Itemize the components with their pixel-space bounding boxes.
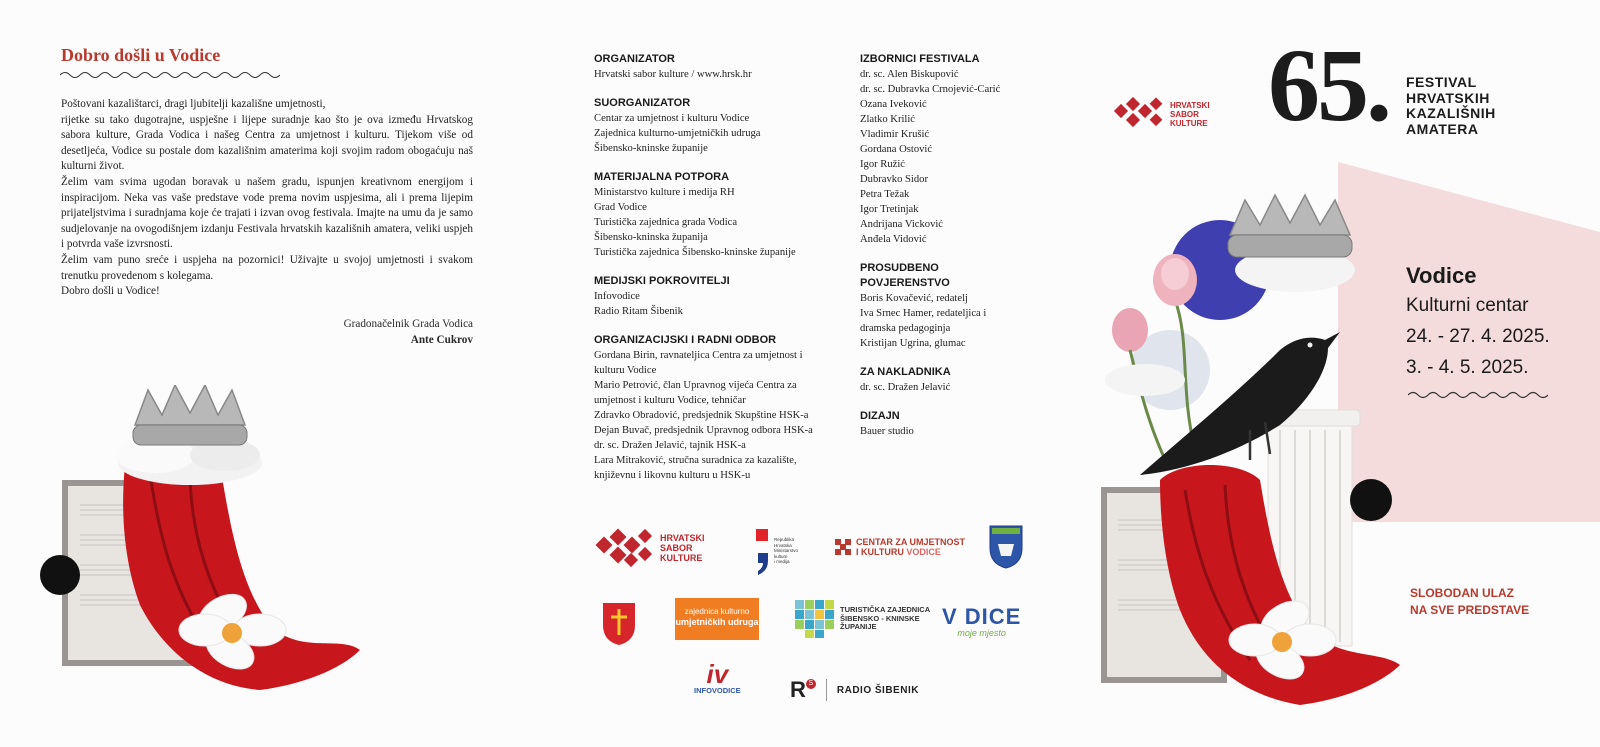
hsk-header-text (1170, 101, 1210, 128)
credit-line: Mario Petrović, član Upravnog vijeća Centra za (594, 380, 797, 391)
tz-mosaic-icon (795, 600, 835, 638)
credit-line: umjetnost i kulturu Vodice, tehničar (594, 395, 746, 406)
credit-line: Turistička zajednica grada Vodica (594, 217, 738, 228)
ministry-text-line: kulture (774, 553, 788, 559)
credit-section-coorganizer (594, 96, 834, 156)
radio-sibenik-logo (790, 677, 919, 703)
hsk-text-line: HRVATSKI (660, 533, 705, 543)
crown-icon (1230, 195, 1350, 235)
credit-line: dr. sc. Dražen Jelavić, tajnik HSK-a (594, 440, 746, 451)
credit-section-organizer (594, 52, 834, 82)
credit-line: Šibensko-kninske županije (594, 143, 708, 154)
cuk-vodice-logo (833, 537, 965, 557)
hsk-header-logo (1112, 96, 1210, 132)
black-dot (40, 555, 80, 595)
credit-line: Grad Vodice (594, 202, 647, 213)
credit-line: Gordana Birin, ravnateljica Centra za umjetnost i (594, 350, 803, 361)
letter-paragraph: Želim vam puno sreće i uspjeha na pozornici! Uživajte u svojoj umjetnosti i svakom trenutku provedenom s kolegama. (61, 253, 473, 282)
letter-paragraph: Poštovani kazalištarci, dragi ljubitelji kazališne umjetnosti, (61, 98, 326, 110)
credit-line: Dubravko Sidor (860, 174, 928, 185)
credit-heading: DIZAJN (860, 410, 900, 422)
hsk-logo (594, 527, 705, 569)
festival-dates-second: 3. - 4. 5. 2025. (1406, 357, 1529, 378)
credit-line: dramska pedagoginja (860, 323, 951, 334)
welcome-panel (0, 0, 530, 747)
infovodice-logo (694, 659, 741, 695)
zkuu-logo (675, 598, 759, 640)
signature-name: Ante Cukrov (410, 334, 473, 346)
credit-line: Centar za umjetnost i kulturu Vodice (594, 113, 750, 124)
credit-line: Šibensko-kninska županija (594, 232, 708, 243)
credit-line: dr. sc. Dražen Jelavić (860, 382, 951, 393)
zkuu-text-line: zajednica kulturno (684, 607, 750, 616)
tz-text-line: TURISTIČKA ZAJEDNICA (840, 605, 931, 615)
credit-line: Gordana Ostović (860, 144, 933, 155)
vodice-wordmark: V DICE (942, 604, 1022, 629)
credit-line: dr. sc. Dubravka Crnojević-Carić (860, 84, 1001, 95)
credit-line: Anđela Vidović (860, 234, 927, 245)
welcome-letter (61, 97, 473, 300)
letter-paragraph: rijetke su tako dugotrajne, uspješne i lijepe suradnje kao što je ova između Hrvatskog sabora kulture, Grada Vodica i našeg Centra za umjetnost i kulturu. Tijekom više od desetljeća, Vodice su postale dom kazališnim amaterima koji svojim radom obogaćuju naš kulturni život. (61, 113, 473, 173)
hsk-logo-text (660, 533, 705, 563)
tz-text-line: ŽUPANIJE (840, 622, 877, 632)
credit-heading: PROSUDBENO POVJERENSTVO (860, 262, 950, 289)
signature (61, 316, 473, 348)
free-entry-line: SLOBODAN ULAZ (1410, 586, 1514, 600)
credit-line: Infovodice (594, 291, 640, 302)
theatre-collage-left (40, 385, 380, 705)
ministry-text-line: Republika (774, 537, 795, 543)
hsk-emblem-icon (594, 527, 654, 569)
wave-divider (60, 70, 280, 80)
credit-line: Iva Srnec Hamer, redateljica i (860, 308, 987, 319)
vodice-moje-mjesto-logo (942, 606, 1021, 638)
credit-section-selectors (860, 52, 1040, 247)
infovodice-text: INFOVODICE (694, 686, 741, 695)
hsk-emblem-icon (1112, 96, 1164, 132)
theatre-collage-right (1100, 190, 1410, 730)
credit-line: Boris Kovačević, redatelj (860, 293, 968, 304)
festival-title (1406, 75, 1496, 137)
credit-heading: MEDIJSKI POKROVITELJI (594, 275, 730, 287)
credit-line: Dejan Buvač, predsjednik Upravnog odbora HSK-a (594, 425, 813, 436)
credit-line: Bauer studio (860, 426, 914, 437)
credit-line: književnu i likovnu kulturu u HSK-u (594, 470, 751, 481)
credit-line: Turistička zajednica Šibensko-kninske županije (594, 247, 796, 258)
tz-sibenik-knin-logo (795, 600, 930, 638)
festival-number: 65. (1268, 28, 1389, 143)
credit-line: Igor Ružić (860, 159, 906, 170)
credit-heading: ZA NAKLADNIKA (860, 366, 951, 378)
credit-line: Lara Mitraković, stručna suradnica za kazalište, (594, 455, 797, 466)
tz-text-line: ŠIBENSKO - KNINSKE (840, 613, 920, 623)
ministry-text-line: i medija (774, 559, 790, 565)
tz-text (840, 606, 930, 632)
credit-heading: ORGANIZATOR (594, 53, 675, 65)
credit-line: Zajednica kulturno-umjetničkih udruga (594, 128, 761, 139)
letter-paragraph: Dobro došli u Vodice! (61, 285, 160, 298)
hsk-text-line: KULTURE (660, 553, 703, 563)
venue-info (1406, 262, 1550, 383)
credit-line: Igor Tretinjak (860, 204, 919, 215)
credit-line: Kristijan Ugrina, glumac (860, 338, 966, 349)
radio-r-mark: R (790, 677, 806, 702)
credit-heading: MATERIJALNA POTPORA (594, 171, 730, 183)
venue-name: Kulturni centar (1406, 295, 1529, 316)
credit-section-design (860, 409, 1040, 439)
wave-divider (1408, 390, 1548, 400)
cuk-text-line: I KULTURU (856, 547, 904, 557)
signature-role: Gradonačelnik Grada Vodica (343, 318, 473, 330)
vodice-coat-of-arms-icon (988, 524, 1024, 570)
credit-heading: SUORGANIZATOR (594, 97, 691, 109)
festival-title-line: FESTIVAL (1406, 74, 1477, 90)
radio-s-badge: S (806, 679, 816, 689)
credit-section-committee (594, 333, 834, 483)
credit-line: dr. sc. Alen Biskupović (860, 69, 959, 80)
vodice-slogan: moje mjesto (957, 628, 1006, 638)
letter-paragraph: Želim vam svima ugodan boravak u našem gradu, ispunjen kreativnom energijom i inspiracijom. Neka vas vaše predstave vode prema novim uspjesima, ali i prema lijepim prijateljstvima i suradnjama koje će trajati i izvan ovog festivala. Imajte na umu da je samo sudjelovanje na ovogodišnjem izdanju Festivala hrvatskih kazališnih amatera, veliki uspjeh i potvrda vaše izvrsnosti. (61, 175, 473, 251)
credits-column-left (594, 52, 834, 497)
cloud-icon (1105, 364, 1185, 396)
cuk-text (856, 537, 965, 557)
ministry-text-line: Ministarstvo (774, 548, 799, 554)
hsk-text-line: SABOR (660, 543, 693, 553)
credit-section-media (594, 274, 834, 319)
credit-line: Andrijana Vicković (860, 219, 944, 230)
credit-line: Petra Težak (860, 189, 910, 200)
zkuu-text-line: umjetničkih udruga (675, 617, 759, 627)
infovodice-mark: iv (706, 659, 729, 689)
sibenik-knin-coat-of-arms-icon (601, 601, 637, 645)
free-entry-notice (1410, 585, 1529, 619)
ministry-text-line: Hrvatska (774, 542, 792, 548)
welcome-title: Dobro došli u Vodice (61, 45, 221, 65)
hsk-text-line: SABOR (1170, 109, 1199, 119)
festival-title-line: AMATERA (1406, 120, 1479, 137)
festival-dates-first: 24. - 27. 4. 2025. (1406, 326, 1550, 347)
venue-city: Vodice (1406, 263, 1477, 288)
free-entry-line: NA SVE PREDSTAVE (1410, 603, 1530, 617)
credit-line: Vladimir Krušić (860, 129, 930, 140)
festival-title-line: HRVATSKIH (1406, 89, 1490, 106)
cuk-text-line: CENTAR ZA UMJETNOST (856, 537, 965, 547)
hsk-text-line: HRVATSKI (1170, 100, 1210, 110)
festival-title-line: KAZALIŠNIH (1406, 105, 1496, 121)
credit-line: kulturu Vodice (594, 365, 657, 376)
credit-line: Ozana Iveković (860, 99, 927, 110)
credit-line: Hrvatski sabor kulture / www.hrsk.hr (594, 69, 752, 80)
credit-section-jury (860, 261, 1040, 351)
credit-heading: IZBORNICI FESTIVALA (860, 53, 980, 65)
cuk-emblem-icon (833, 537, 853, 557)
radio-divider (826, 679, 827, 701)
cuk-text-city: VODICE (906, 547, 941, 557)
credit-line: Zlatko Krilić (860, 114, 916, 125)
radio-name: RADIO ŠIBENIK (836, 684, 919, 696)
credit-heading: ORGANIZACIJSKI I RADNI ODBOR (594, 334, 777, 346)
credits-column-right (860, 52, 1040, 453)
hsk-text-line: KULTURE (1170, 118, 1208, 128)
credit-section-support (594, 170, 834, 260)
ministry-text (774, 537, 798, 565)
ministry-logo (754, 527, 798, 575)
credit-section-publisher (860, 365, 1040, 395)
credit-line: Radio Ritam Šibenik (594, 306, 683, 317)
black-dot (1350, 479, 1392, 521)
ministry-emblem-icon (754, 527, 770, 575)
credit-line: Zdravko Obradović, predsjednik Skupštine HSK-a (594, 410, 809, 421)
credit-line: Ministarstvo kulture i medija RH (594, 187, 735, 198)
crown-icon (135, 385, 245, 425)
